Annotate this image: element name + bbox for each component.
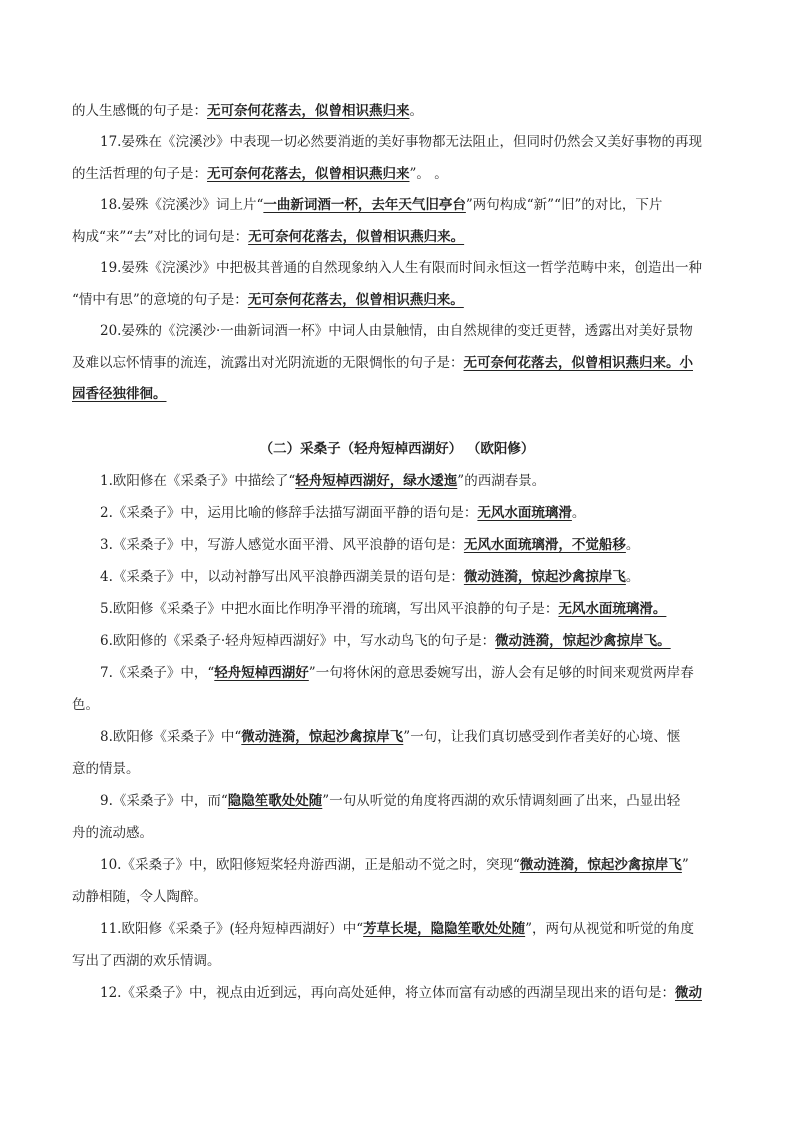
text-prefix: 2.《采桑子》中，运用比喻的修辞手法描写湖面平静的语句是： [100,505,478,521]
section-heading: （二）采桑子（轻舟短棹西湖好） （欧阳修） [259,441,535,457]
answer-text: 轻舟短棹西湖好，绿水逶迤 [295,473,458,489]
question-17 [72,127,724,190]
answer-text: 无可奈何花落去，似曾相识燕归来。 [248,228,465,245]
text-suffix: ”一句，让我们真切感受到作者美好的心境、惬 [403,729,681,745]
answer-text: 无可奈何花落去，似曾相识燕归来 [207,103,410,119]
question-text: 写出了西湖的欢乐情调。 [72,952,221,969]
question-1 [72,466,724,498]
text-prefix: 7.《采桑子》中，“ [100,665,215,681]
text-suffix: ” [681,857,689,873]
question-4 [72,562,724,594]
text-prefix: “情中有思”的意境的句子是： [72,291,248,308]
answer-text: 微动涟漪，惊起沙禽掠岸飞。 [495,633,671,649]
answer-text: 园香径独徘徊。 [72,386,167,402]
question-text: 17.晏殊在《浣溪沙》中表现一切必然要消逝的美好事物都无法阻止，但同时仍然会又美好事物的再现 [100,134,702,150]
text-prefix: 8.欧阳修《采桑子》中“ [100,729,242,745]
question-text: 20.晏殊的《浣溪沙·一曲新词酒一杯》中词人由景触情，由自然规律的变迁更替，透露出对美好景物 [100,323,693,339]
text-suffix: ”，两句从视觉和听觉的角度 [525,921,695,937]
answer-text: 微动涟漪，惊起沙禽掠岸飞 [519,857,682,873]
answer-text: 无可奈何花落去，似曾相识燕归来 [207,165,410,182]
text-prefix: 1.欧阳修在《采桑子》中描绘了“ [100,473,296,489]
question-19 [72,253,724,316]
text-prefix: 12.《采桑子》中，视点由近到远，再向高处延伸，将立体而富有动感的西湖呈现出来的语句是： [100,985,675,1001]
text-prefix: 3.《采桑子》中，写游人感觉水面平滑、风平浪静的语句是： [100,537,464,553]
text-suffix: 。 [409,103,423,119]
text-prefix: 11.欧阳修《采桑子》(轻舟短棹西湖好）中“ [100,921,364,937]
question-12 [72,978,724,1010]
answer-text: 芳草长堤，隐隐笙歌处处随 [363,921,526,937]
question-18 [72,190,724,253]
text-prefix: 9.《采桑子》中，而“ [100,793,228,809]
text-prefix: 6.欧阳修的《采桑子·轻舟短棹西湖好》中，写水动鸟飞的句子是： [100,633,496,649]
question-text: 动静相随，令人陶醉。 [72,888,207,905]
text-suffix: ”一句从听觉的角度将西湖的欢乐情调刻画了出来，凸显出轻 [322,793,681,809]
question-text: 意的情景。 [72,760,140,777]
answer-text: 隐隐笙歌处处随 [227,793,323,809]
text-suffix: ”一句将休闲的意思委婉写出，游人会有足够的时间来观赏两岸春 [308,665,694,681]
question-5 [72,594,724,626]
answer-text: 无风水面琉璃滑，不觉船移 [463,537,626,553]
question-20 [72,316,724,411]
question-7 [72,658,724,721]
text-suffix: 。 [571,505,586,521]
text-suffix: 。 [625,569,640,585]
question-text: 舟的流动感。 [72,824,153,841]
text-suffix: ”的西湖春景。 [457,473,546,489]
question-text: 19.晏殊《浣溪沙》中把极其普通的自然现象纳入人生有限而时间永恒这一哲学范畴中来，创造出一种 [100,260,702,276]
question-9 [72,786,724,849]
answer-text: 无风水面琉璃滑。 [558,601,667,617]
text-prefix: 10.《采桑子》中，欧阳修短桨轻舟游西湖，正是船动不觉之时，突现“ [100,857,520,873]
text-prefix: 18.晏殊《浣溪沙》词上片“ [100,197,264,213]
question-8 [72,722,724,785]
paragraph-continuation [72,96,724,128]
question-2 [72,498,724,530]
question-6 [72,626,724,658]
question-11 [72,914,724,977]
answer-text: 微动 [674,985,702,1001]
answer-text: 微动涟漪，惊起沙禽掠岸飞 [241,729,404,745]
answer-text: 无可奈何花落去，似曾相识燕归来。小 [463,354,693,371]
answer-text: 无可奈何花落去，似曾相识燕归来。 [247,291,464,308]
answer-text: 无风水面琉璃滑 [477,505,572,521]
text-prefix: 及难以忘怀情事的流连，流露出对光阴流逝的无限惆怅的句子是： [72,354,464,371]
answer-text: 微动涟漪，惊起沙禽掠岸飞 [463,569,626,585]
question-10 [72,850,724,913]
text-prefix: 构成“来”“去”对比的词句是： [72,228,249,245]
text-suffix: ”两句构成“新”“旧”的对比，下片 [465,197,663,213]
text-prefix: 5.欧阳修《采桑子》中把水面比作明净平滑的琉璃，写出风平浪静的句子是： [100,601,559,617]
text-suffix: ”。 。 [409,165,448,182]
question-text: 色。 [72,696,99,713]
answer-text: 一曲新词酒一杯，去年天气旧亭台 [263,197,466,213]
text-prefix: 的生活哲理的句子是： [72,165,207,182]
text-prefix: 4.《采桑子》中，以动衬静写出风平浪静西湖美景的语句是： [100,569,464,585]
text-prefix: 的人生感慨的句子是： [72,103,207,119]
answer-text: 轻舟短棹西湖好 [214,665,309,681]
text-suffix: 。 [625,537,640,553]
question-3 [72,530,724,562]
